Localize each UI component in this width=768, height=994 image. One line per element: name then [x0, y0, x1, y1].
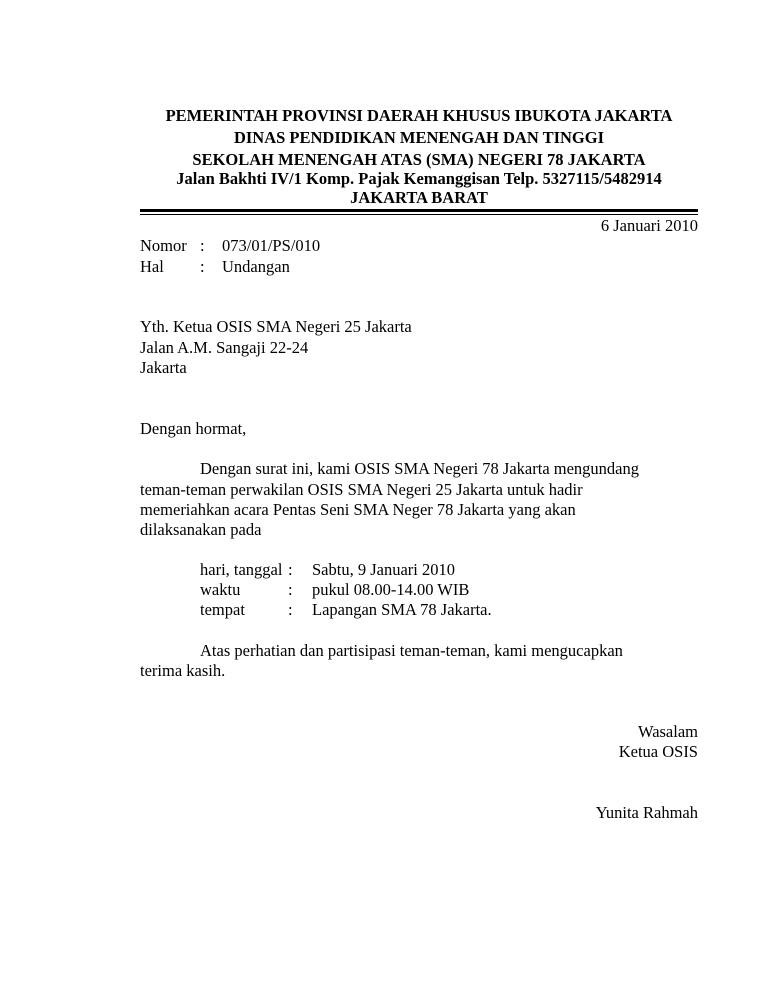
event-day-value: Sabtu, 9 Januari 2010	[312, 560, 455, 579]
recipient-name: Yth. Ketua OSIS SMA Negeri 25 Jakarta	[140, 317, 412, 336]
event-day-separator: :	[288, 560, 293, 579]
event-day-label: hari, tanggal	[200, 560, 283, 579]
letter-date: 6 Januari 2010	[600, 216, 698, 235]
event-time-value: pukul 08.00-14.00 WIB	[312, 580, 470, 599]
event-place-separator: :	[288, 600, 293, 619]
event-time-separator: :	[288, 580, 293, 599]
signature-name: Yunita Rahmah	[595, 803, 698, 822]
closing-line-1: Atas perhatian dan partisipasi teman-teman, kami mengucapkan	[200, 641, 623, 660]
body-line-3: memeriahkan acara Pentas Seni SMA Neger 78 Jakarta yang akan	[140, 500, 576, 519]
letterhead-address: Jalan Bakhti IV/1 Komp. Pajak Kemanggisan Telp. 5327115/5482914	[176, 169, 662, 188]
hal-label: Hal	[140, 257, 164, 276]
event-place-value: Lapangan SMA 78 Jakarta.	[312, 600, 492, 619]
nomor-separator: :	[200, 236, 205, 255]
hal-separator: :	[200, 257, 205, 276]
nomor-label: Nomor	[140, 236, 187, 255]
letterhead-school: SEKOLAH MENENGAH ATAS (SMA) NEGERI 78 JAKARTA	[192, 150, 646, 169]
hal-value: Undangan	[222, 257, 290, 276]
event-time-label: waktu	[200, 580, 241, 599]
closing-line-2: terima kasih.	[140, 661, 226, 680]
body-line-1: Dengan surat ini, kami OSIS SMA Negeri 78 Jakarta mengundang	[200, 459, 640, 478]
recipient-city: Jakarta	[140, 358, 187, 377]
letterhead-divider-thick	[140, 209, 698, 212]
recipient-street: Jalan A.M. Sangaji 22-24	[140, 338, 309, 357]
letterhead-government: PEMERINTAH PROVINSI DAERAH KHUSUS IBUKOTA JAKARTA	[165, 106, 673, 125]
event-place-label: tempat	[200, 600, 245, 619]
letterhead-department: DINAS PENDIDIKAN MENENGAH DAN TINGGI	[233, 128, 605, 147]
letterhead-divider-thin	[140, 214, 698, 215]
body-line-2: teman-teman perwakilan OSIS SMA Negeri 25 Jakarta untuk hadir	[140, 480, 583, 499]
signature-role: Ketua OSIS	[618, 742, 698, 761]
body-line-4: dilaksanakan pada	[140, 520, 262, 539]
greeting: Dengan hormat,	[140, 419, 247, 438]
signature-salutation: Wasalam	[637, 722, 698, 741]
nomor-value: 073/01/PS/010	[222, 236, 321, 255]
letterhead-city: JAKARTA BARAT	[350, 188, 488, 207]
